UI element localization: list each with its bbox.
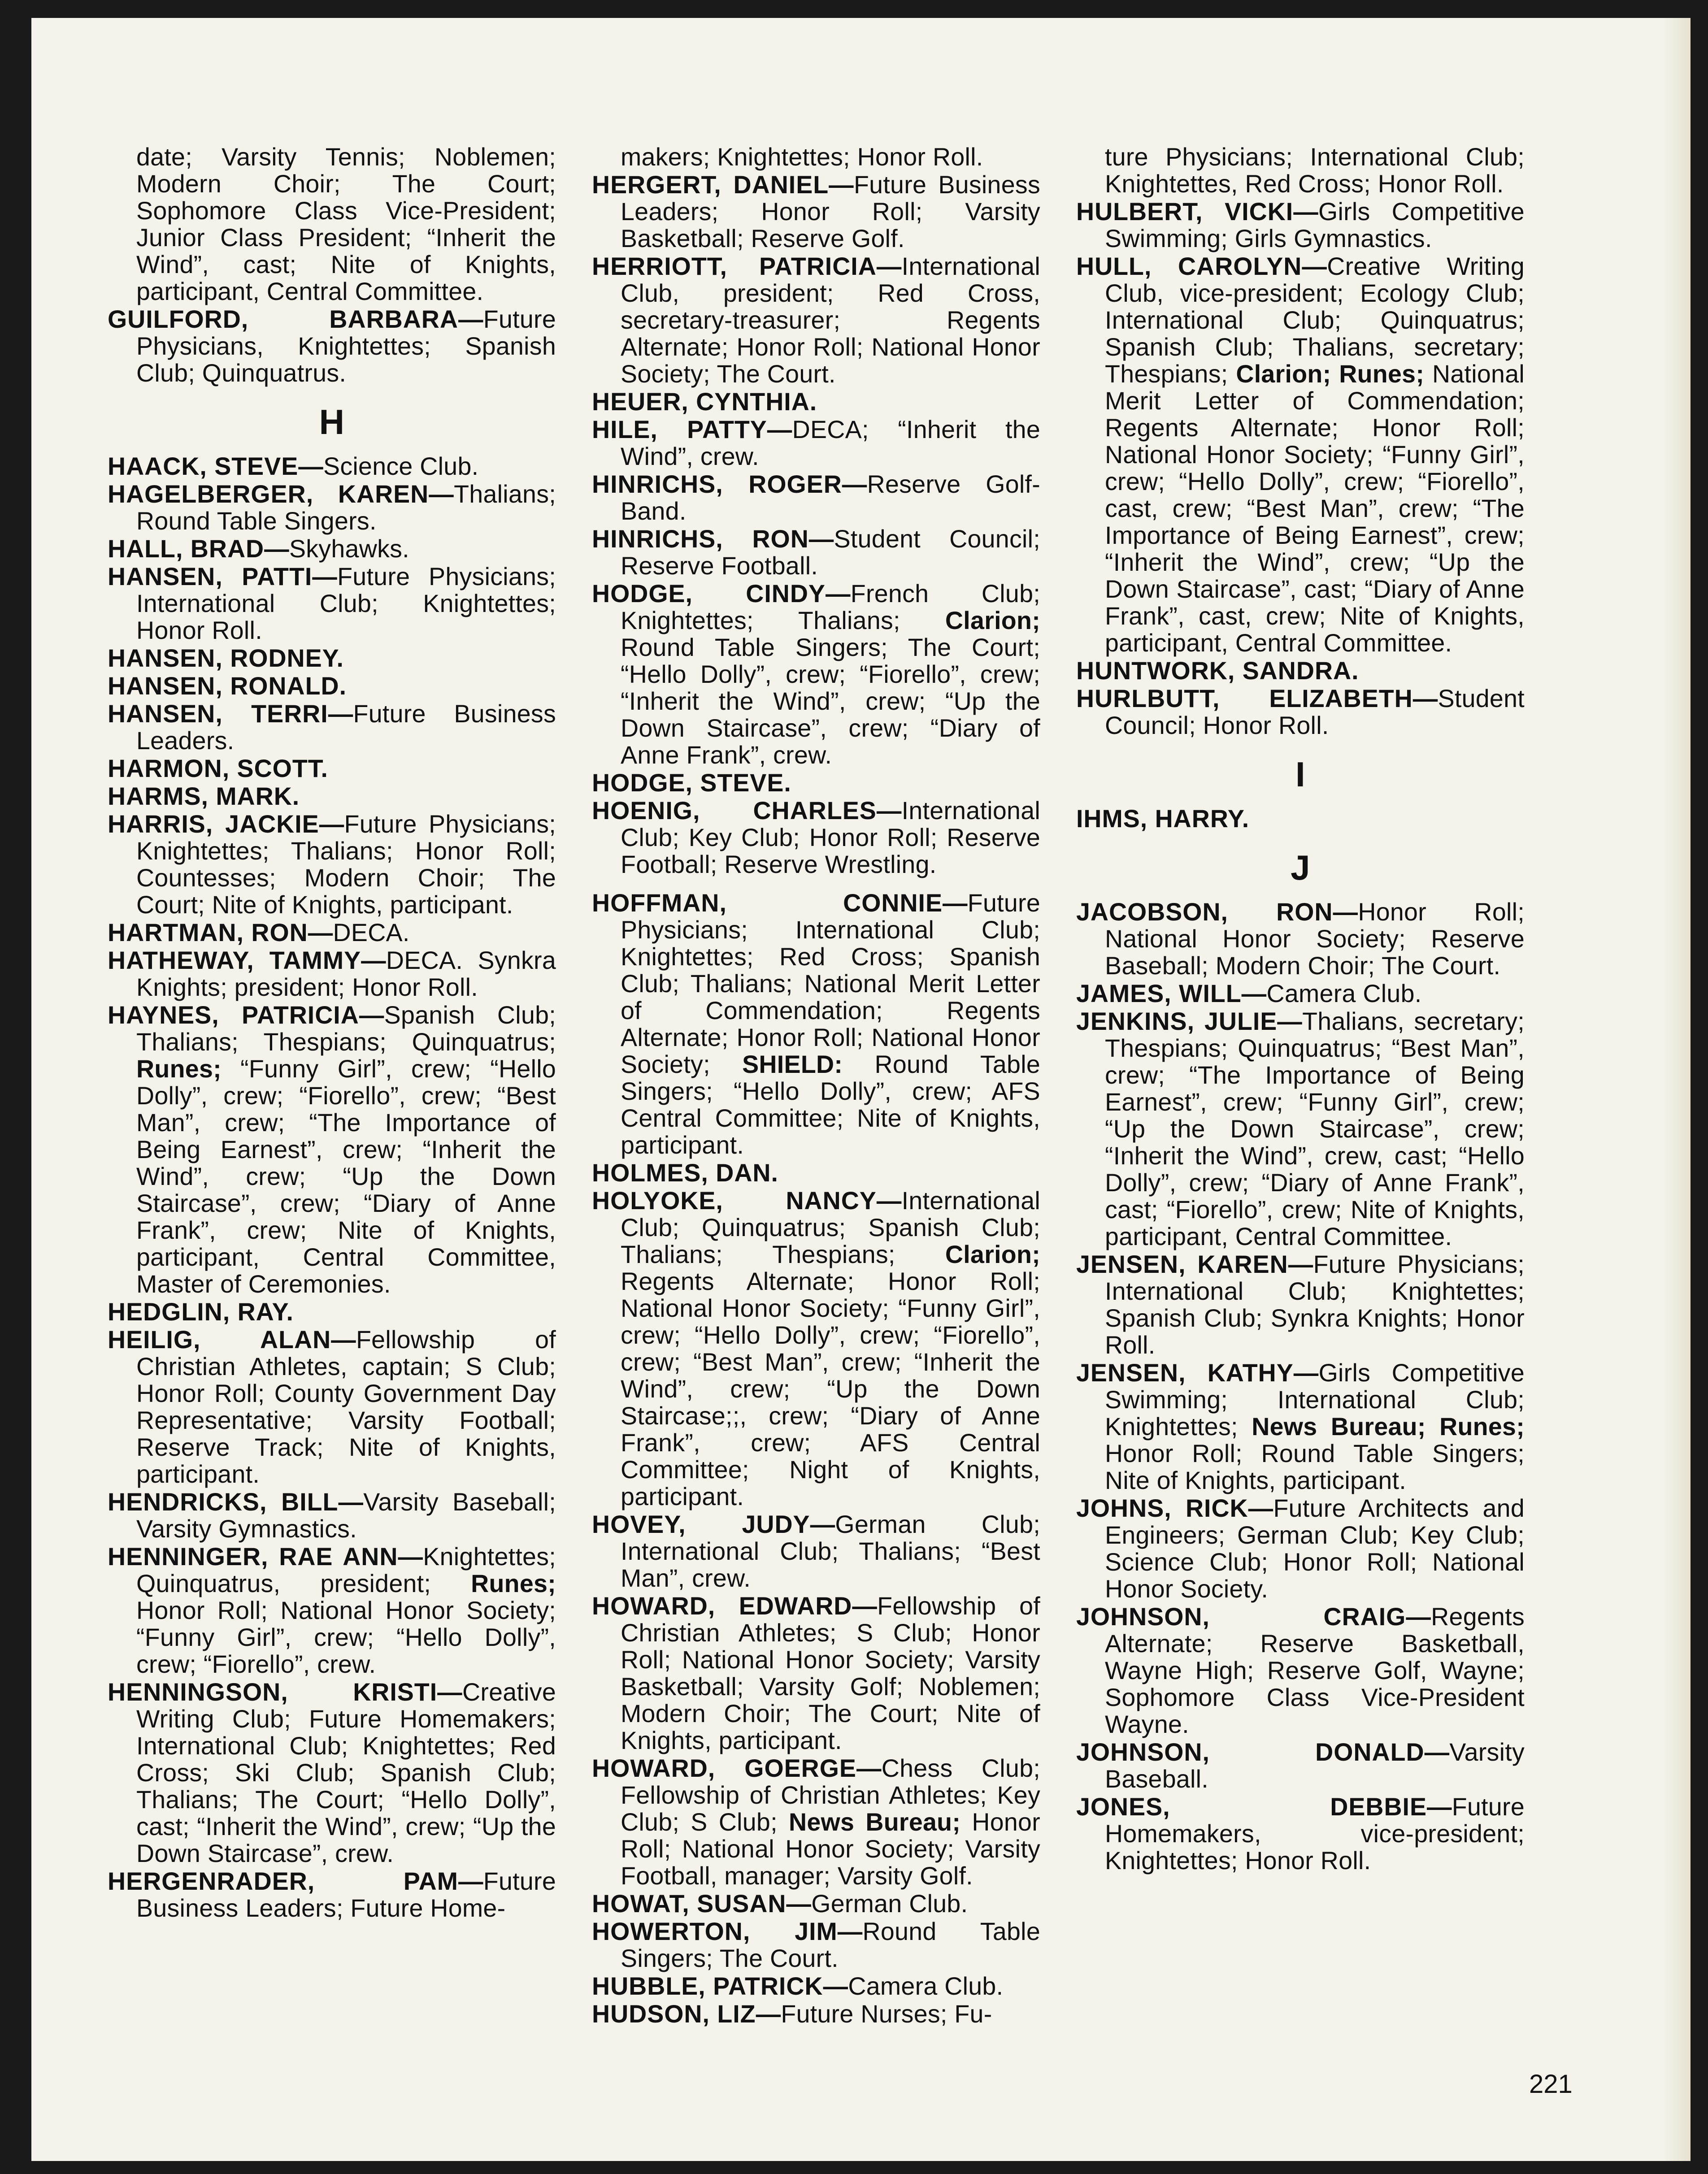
entry-text: Camera Club. [1266,980,1422,1007]
directory-entry [592,797,1040,878]
entry-dash: — [876,1187,902,1215]
continued-entry [592,143,1040,170]
directory-entry [592,1755,1040,1889]
bold-club-name: Runes; [136,1055,222,1083]
section-letter: H [319,402,345,442]
student-name: HENNINGER, RAE ANN [108,1543,398,1571]
entry-dash: — [823,1972,848,2000]
bold-club-name: Clarion; Runes; [1236,360,1425,388]
entry-dash: — [808,525,834,553]
student-name: JOHNSON, DONALD [1076,1738,1425,1766]
entry-text: Chess Club; Fellowship of Christian Athletes; Key Club; S Club; [621,1754,1040,1836]
student-name: HINRICHS, RON [592,525,809,553]
continued-entry [108,143,556,305]
student-name: JACOBSON, RON [1076,898,1333,926]
entry-dash: — [331,1326,356,1354]
student-name: HINRICHS, ROGER [592,470,842,498]
entry-dash: — [786,1890,812,1918]
directory-entry [108,755,556,782]
entry-text: Camera Club. [848,1972,1004,2000]
directory-entry [1076,1008,1525,1250]
page-number: 221 [1529,2070,1573,2099]
column-middle [592,143,1040,2028]
entry-text: ture Physicians; International Club; Knightettes, Red Cross; Honor Roll. [1105,143,1525,198]
student-name: HENNINGSON, KRISTI [108,1678,438,1706]
student-name: HOLMES, DAN. [592,1159,778,1187]
student-name: HODGE, CINDY [592,580,826,608]
student-name: HOWARD, GOERGE [592,1754,856,1782]
directory-entry [1076,1739,1525,1792]
directory-entry [1076,657,1525,684]
bold-club-name: Clarion; [945,1241,1040,1268]
directory-entry [108,1298,556,1325]
directory-entry [108,1002,556,1297]
entry-dash: — [1424,1738,1450,1766]
bold-club-name: News Bureau; [788,1808,961,1836]
directory-entry [592,525,1040,579]
entry-dash: — [319,810,344,838]
entry-text: Knightettes; Quinquatrus, president; [136,1543,556,1597]
section-letter: J [1291,848,1310,887]
directory-entry [108,1326,556,1488]
entry-text: DECA; “Inherit the Wind”, crew. [621,416,1040,470]
student-name: HERRIOTT, PATRICIA [592,252,877,280]
directory-entry [592,1918,1040,1972]
entry-text: date; Varsity Tennis; Noblemen; Modern Choir; The Court; Sophomore Class Vice-President; Junior Class President; “Inherit the Wind”, cast; Nite of Knights, participant, Central Committee. [136,143,556,305]
student-name: HURLBUTT, ELIZABETH [1076,685,1413,712]
directory-entry [108,700,556,754]
directory-entry [592,890,1040,1159]
student-name: HODGE, STEVE. [592,769,791,797]
yearbook-page [31,18,1691,2161]
student-name: HAACK, STEVE [108,452,299,480]
directory-entry [592,171,1040,252]
student-name: HULBERT, VICKI [1076,198,1294,226]
directory-entry [1076,805,1525,832]
entry-text: Regents Alternate; Honor Roll; National Honor Society; “Funny Girl”, crew; “Hello Dolly”, crew; “Fiorello”, crew; “Best Man”, crew; “Inherit the Wind”, crew; “Up the Down Staircase;;, crew; “Diary of Anne Frank”, crew; AFS Central Committee; Night of Knights, participant. [621,1267,1040,1510]
entry-text: International Club; Key Club; Honor Roll; Reserve Football; Reserve Wrestling. [621,797,1040,878]
entry-text: Student Council; Honor Roll. [1105,685,1525,739]
directory-entry [108,1488,556,1542]
entry-dash: — [1288,1250,1313,1278]
entry-dash: — [1302,252,1327,280]
directory-entry [108,919,556,946]
directory-entry [1076,198,1525,252]
bold-club-name: Runes; [471,1570,556,1597]
entry-dash: — [837,1918,863,1945]
entry-text: Skyhawks. [289,535,409,563]
entry-dash: — [942,889,968,917]
student-name: HATHEWAY, TAMMY [108,946,361,974]
entry-text: makers; Knightettes; Honor Roll. [621,143,983,171]
directory-entry [108,947,556,1001]
bold-club-name: SHIELD: [742,1050,843,1078]
entry-dash: — [361,946,386,974]
directory-entry [592,1187,1040,1510]
entry-dash: — [1426,1793,1452,1821]
directory-entry [592,253,1040,387]
directory-entry [592,1159,1040,1186]
entry-text: Future Physicians, Knightettes; Spanish Club; Quinquatrus. [136,305,556,387]
entry-text: International Club, president; Red Cross, secretary-treasurer; Regents Alternate; Honor Roll; National Honor Society; The Court. [621,252,1040,388]
entry-text: DECA. Synkra Knights; president; Honor Roll. [136,946,556,1001]
student-name: JENSEN, KAREN [1076,1250,1288,1278]
student-name: JONES, DEBBIE [1076,1793,1427,1821]
directory-entry [108,811,556,918]
entry-text: Varsity Baseball. [1105,1738,1525,1793]
student-name: HANSEN, RODNEY. [108,644,344,672]
student-name: IHMS, HARRY. [1076,805,1250,833]
student-name: HARTMAN, RON [108,919,308,946]
entry-dash: — [312,563,338,590]
entry-text: Future Homemakers, vice-president; Knightettes; Honor Roll. [1105,1793,1525,1875]
entry-dash: — [767,416,792,443]
directory-entry [108,306,556,386]
entry-text: Future Physicians; International Club; Knightettes; Spanish Club; Synkra Knights; Honor Roll. [1105,1250,1525,1359]
entry-text: National Merit Letter of Commendation; Regents Alternate; Honor Roll; National Honor Society; “Funny Girl”, crew; “Hello Dolly”, crew; “Fiorello”, cast, crew; “Best Man”, crew; “The Importance of Being Earnest”, crew; “Inherit the Wind”, crew; “Up the Down Staircase”, cast; “Diary of Anne Frank”, cast, crew; Nite of Knights, participant, Central Committee. [1105,360,1525,657]
entry-text: Reserve Golf-Band. [621,470,1040,525]
section-letter: I [1295,755,1305,794]
entry-dash: — [308,919,333,946]
entry-dash: — [829,171,854,199]
entry-text: Girls Competitive Swimming; Girls Gymnastics. [1105,198,1525,252]
directory-entry [592,1890,1040,1917]
directory-entry [108,1679,556,1867]
student-name: JENSEN, KATHY [1076,1359,1294,1387]
entry-text: Thalians; Round Table Singers. [136,480,556,535]
entry-dash: — [856,1754,882,1782]
student-name: JENKINS, JULIE [1076,1007,1278,1035]
entry-dash: — [876,252,902,280]
directory-entry [1076,1793,1525,1874]
directory-entry [1076,1603,1525,1738]
page-edge [1664,18,1691,2161]
entry-dash: — [852,1592,878,1620]
student-name: HEDGLIN, RAY. [108,1298,294,1326]
entry-text: DECA. [333,919,410,946]
entry-dash: — [756,2000,781,2028]
directory-entry [1076,1359,1525,1494]
student-name: HOFFMAN, CONNIE [592,889,943,917]
directory-entry [1076,1251,1525,1358]
entry-text: International Club; Quinquatrus; Spanish Club; Thalians; Thespians; [621,1187,1040,1268]
student-name: HOLYOKE, NANCY [592,1187,877,1215]
entry-text: Thalians, secretary; Thespians; Quinquatrus; “Best Man”, crew; “The Importance of Being Earnest”, crew; “Funny Girl”, crew; “Up the Down Staircase”, crew; “Inherit the Wind”, crew, cast; “Hello Dolly”, crew; “Diary of Anne Frank”, cast; “Fiorello”, crew; Nite of Knights, participant, Central Committee. [1105,1007,1525,1250]
directory-entry [592,1511,1040,1592]
directory-entry [592,416,1040,470]
student-name: HARMS, MARK. [108,782,300,810]
student-name: HUBBLE, PATRICK [592,1972,823,2000]
student-name: JOHNSON, CRAIG [1076,1603,1406,1631]
directory-entry [108,481,556,534]
entry-text: “Funny Girl”, crew; “Hello Dolly”, crew; “Fiorello”, crew; “Best Man”, crew; “The Importance of Being Earnest”, crew; “Inherit the Wind”, crew; “Up the Down Staircase”, crew; “Diary of Anne Frank”, crew; Nite of Knights, participant, Central Committee, Master of Ceremonies. [136,1055,556,1298]
directory-entry [108,1868,556,1922]
student-name: HOVEY, JUDY [592,1510,810,1538]
entry-dash: — [398,1543,423,1571]
entry-dash: — [338,1488,364,1516]
entry-text: Round Table Singers; The Court. [621,1918,1040,1972]
entry-text: Fellowship of Christian Athletes; S Club; Honor Roll; National Honor Society; Varsity Basketball; Varsity Golf; Noblemen; Modern Choir; The Court; Nite of Knights, participant. [621,1592,1041,1754]
directory-entry [108,535,556,562]
entry-dash: — [1293,198,1319,226]
entry-text: German Club; International Club; Thalians; “Best Man”, crew. [621,1510,1040,1592]
student-name: JAMES, WILL [1076,980,1242,1007]
directory-entry [1076,980,1525,1007]
continued-entry [1076,143,1525,197]
column-right [1076,143,1525,1875]
directory-entry [592,388,1040,415]
student-name: HEILIG, ALAN [108,1326,331,1354]
directory-entry [592,471,1040,525]
student-name: HALL, BRAD [108,535,265,563]
bold-club-name: Clarion; [945,607,1040,634]
student-name: HULL, CAROLYN [1076,252,1302,280]
entry-text: Honor Roll; Round Table Singers; Nite of Knights, participant. [1105,1440,1525,1494]
student-name: HARMON, SCOTT. [108,755,328,782]
student-name: HOWERTON, JIM [592,1918,838,1945]
entry-text: Round Table Singers; The Court; “Hello Dolly”, crew; “Fiorello”, crew; “Inherit the Wind”, crew; “Up the Down Staircase”, crew; “Diary of Anne Frank”, crew. [621,634,1040,769]
column-left [108,143,556,1922]
student-name: HOWARD, EDWARD [592,1592,852,1620]
entry-text: Future Business Leaders; Future Home- [136,1867,556,1922]
directory-entry [1076,898,1525,979]
entry-dash: — [1241,980,1267,1007]
directory-entry [1076,253,1525,656]
entry-dash: — [1293,1359,1319,1387]
student-name: HEUER, CYNTHIA. [592,388,817,416]
student-name: HAGELBERGER, KAREN [108,480,429,508]
student-name: HAYNES, PATRICIA [108,1001,359,1029]
entry-text: Creative Writing Club; Future Homemakers; International Club; Knightettes; Red Cross; Ski Club; Spanish Club; Thalians; The Court; “Hello Dolly”, cast; “Inherit the Wind”, crew; “Up the Down Staircase”, crew. [136,1678,556,1867]
entry-text: Girls Competitive Swimming; International Club; Knightettes; [1105,1359,1525,1441]
entry-dash: — [458,305,483,333]
directory-entry [592,580,1040,768]
entry-text: Fellowship of Christian Athletes, captain; S Club; Honor Roll; County Government Day Representative; Varsity Football; Reserve Track; Nite of Knights, participant. [136,1326,556,1488]
entry-text: Student Council; Reserve Football. [621,525,1040,580]
entry-text: Creative Writing Club, vice-president; Ecology Club; International Club; Quinquatrus; Spanish Club; Thalians, secretary; Thespians; [1105,252,1525,388]
entry-text: Future Business Leaders. [136,700,556,755]
entry-dash: — [842,470,867,498]
entry-dash: — [1248,1494,1273,1522]
entry-text: Future Business Leaders; Honor Roll; Varsity Basketball; Reserve Golf. [621,171,1040,252]
entry-dash: — [1277,1007,1303,1035]
directory-entry [592,2000,1040,2027]
student-name: HANSEN, PATTI [108,563,313,590]
student-name: HERGERT, DANIEL [592,171,829,199]
entry-dash: — [1412,685,1438,712]
entry-dash: — [825,580,851,608]
directory-entry [108,563,556,644]
entry-dash: — [458,1867,483,1895]
directory-entry [108,1543,556,1678]
student-name: GUILFORD, BARBARA [108,305,458,333]
entry-text: Future Physicians; International Club; Knightettes; Red Cross; Spanish Club; Thalians; National Merit Letter of Commendation; Regents Alternate; Honor Roll; National Honor Society; [621,889,1040,1078]
student-name: HANSEN, RONALD. [108,672,347,700]
directory-entry [592,1973,1040,2000]
student-name: HUDSON, LIZ [592,2000,756,2028]
entry-dash: — [810,1510,835,1538]
entry-text: Honor Roll; National Honor Society; Varsity Football, manager; Varsity Golf. [621,1808,1040,1890]
entry-text: Future Nurses; Fu- [781,2000,992,2028]
entry-dash: — [437,1678,462,1706]
entry-text: Future Architects and Engineers; German Club; Key Club; Science Club; Honor Roll; National Honor Society. [1105,1494,1525,1603]
student-name: HANSEN, TERRI [108,700,328,728]
entry-dash: — [1406,1603,1431,1631]
entry-text: French Club; Knightettes; Thalians; [621,580,1040,634]
student-name: HOWAT, SUSAN [592,1890,787,1918]
entry-dash: — [1333,898,1358,926]
bold-club-name: News Bureau; Runes; [1252,1413,1525,1441]
student-name: JOHNS, RICK [1076,1494,1248,1522]
entry-dash: — [328,700,353,728]
student-name: HILE, PATTY [592,416,767,443]
directory-entry [108,673,556,699]
student-name: HARRIS, JACKIE [108,810,319,838]
entry-text: Honor Roll; National Honor Society; “Funny Girl”, crew; “Hello Dolly”, crew; “Fiorello”, crew. [136,1597,556,1678]
directory-entry [592,769,1040,796]
directory-entry [108,645,556,672]
directory-entry [108,453,556,480]
entry-text: Varsity Baseball; Varsity Gymnastics. [136,1488,556,1543]
entry-dash: — [876,797,902,824]
entry-text: Spanish Club; Thalians; Thespians; Quinquatrus; [136,1001,556,1056]
student-name: HENDRICKS, BILL [108,1488,339,1516]
entry-text: Regents Alternate; Reserve Basketball, Wayne High; Reserve Golf, Wayne; Sophomore Class Vice-President Wayne. [1105,1603,1525,1738]
entry-text: German Club. [811,1890,968,1918]
entry-dash: — [298,452,324,480]
directory-entry [1076,685,1525,739]
spacer [592,879,1040,890]
student-name: HUNTWORK, SANDRA. [1076,657,1359,685]
entry-text: Honor Roll; National Honor Society; Reserve Baseball; Modern Choir; The Court. [1105,898,1525,980]
student-name: HOENIG, CHARLES [592,797,877,824]
entry-dash: — [359,1001,384,1029]
entry-text: Science Club. [323,452,479,480]
directory-entry [108,783,556,810]
directory-entry [1076,1495,1525,1602]
entry-text: Round Table Singers; “Hello Dolly”, crew; AFS Central Committee; Nite of Knights, participant. [621,1050,1040,1159]
student-name: HERGENRADER, PAM [108,1867,458,1895]
entry-dash: — [429,480,454,508]
entry-text: Future Physicians; Knightettes; Thalians; Honor Roll; Countesses; Modern Choir; The Court; Nite of Knights, participant. [136,810,556,919]
entry-dash: — [264,535,289,563]
entry-text: Future Physicians; International Club; Knightettes; Honor Roll. [136,563,556,644]
directory-entry [592,1593,1040,1754]
